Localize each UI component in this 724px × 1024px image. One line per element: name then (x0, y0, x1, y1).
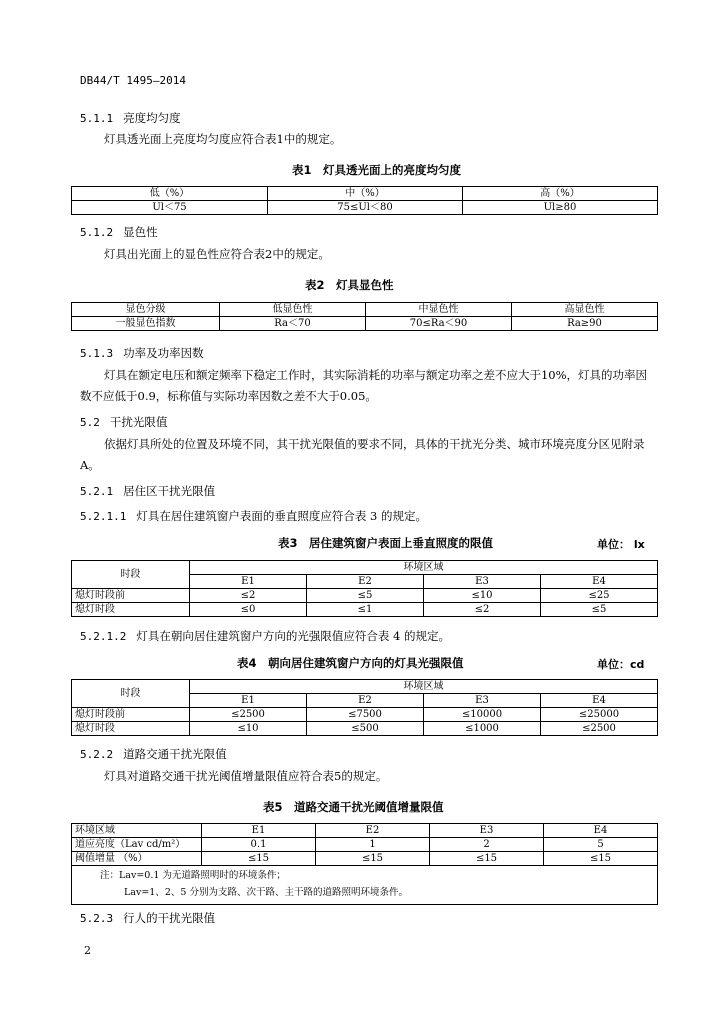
table-cell: 1 (316, 838, 430, 852)
heading-5-2 (80, 414, 167, 430)
heading-5-1-1 (80, 110, 181, 126)
paragraph-5-2: 依据灯具所处的位置及环境不同，其干扰光限值的要求不同，具体的干扰光分类、城市环境亮度分区见附录A。 (80, 437, 645, 472)
row-label: 熄灯时段 (72, 722, 190, 736)
table-row (72, 838, 658, 852)
table-cell: ≤25000 (541, 708, 658, 722)
table-cell: ≤10 (190, 722, 307, 736)
table-cell: E1 (202, 824, 316, 838)
table-note-cell (72, 866, 658, 905)
section-title: 行人的干扰光限值 (123, 911, 216, 925)
table-cell: E4 (544, 824, 658, 838)
table-header-cell: 中显色性 (366, 303, 512, 317)
table-header-cell: E1 (190, 575, 307, 589)
table-row (72, 201, 658, 215)
table-cell: ≤10 (424, 589, 541, 603)
heading-5-2-2 (80, 746, 227, 762)
section-number: 5.2.1 (80, 485, 114, 498)
table-cell: 5 (544, 838, 658, 852)
table-cell: ≤25 (541, 589, 658, 603)
table-cell: ≤500 (307, 722, 424, 736)
table3-unit: 单位： lx (597, 538, 645, 551)
section-number: 5.2.1.2 (80, 630, 127, 643)
table-cell: 70≤Ra＜90 (366, 317, 512, 331)
section-title: 功率及功率因数 (123, 346, 204, 360)
period-header: 时段 (72, 680, 190, 708)
table-cell: ≤2 (190, 589, 307, 603)
section-number: 5.1.3 (80, 347, 114, 360)
paragraph-5-1-3: 灯具在额定电压和额定频率下稳定工作时，其实际消耗的功率与额定功率之差不应大于10%，灯具的功率因数不应低于0.9，标称值与实际功率因数之差不大于0.05。 (80, 368, 648, 403)
section-title: 居住区干扰光限值 (123, 484, 216, 498)
table-header-cell: 显色分级 (72, 303, 220, 317)
section-number: 5.2.1.1 (80, 510, 127, 523)
table-cell: ≤0 (190, 603, 307, 617)
table-header-row (72, 187, 658, 201)
period-header: 时段 (72, 561, 190, 589)
table1 (71, 186, 658, 215)
table-header-cell: E3 (424, 575, 541, 589)
paragraph-5-1-2: 灯具出光面上的显色性应符合表2中的规定。 (104, 247, 330, 261)
table-cell: ≤1000 (424, 722, 541, 736)
zone-header: 环境区域 (190, 680, 658, 694)
zone-header: 环境区域 (190, 561, 658, 575)
heading-5-1-3 (80, 345, 204, 361)
table-cell: E2 (316, 824, 430, 838)
row-label: 熄灯时段前 (72, 589, 190, 603)
table-cell: ≤10000 (424, 708, 541, 722)
table-cell: 75≤Ul＜80 (268, 201, 463, 215)
table-header-cell: 高显色性 (512, 303, 658, 317)
table-cell: ≤15 (316, 852, 430, 866)
table3-caption: 表3 居住建筑窗户表面上垂直照度的限值 (278, 536, 493, 550)
section-title: 显色性 (123, 225, 158, 239)
table2-caption: 表2 灯具显色性 (305, 278, 394, 292)
table-header-cell: E4 (541, 694, 658, 708)
row-label: 熄灯时段 (72, 603, 190, 617)
paragraph-5-2-1-1 (80, 508, 427, 524)
table-cell: Ul≥80 (463, 201, 658, 215)
table-row (72, 852, 658, 866)
table-cell: ≤2500 (541, 722, 658, 736)
row-label: 道应亮度（Lav cd/m²） (72, 838, 202, 852)
paragraph-text: 灯具在朝向居住建筑窗户方向的光强限值应符合表 4 的规定。 (136, 629, 450, 643)
table-header-row (72, 680, 658, 694)
table-cell: Ra＜70 (220, 317, 366, 331)
table-row (72, 824, 658, 838)
paragraph-5-2-2: 灯具对道路交通干扰光阈值增量限值应符合表5的规定。 (104, 769, 388, 783)
table-cell: Ra≥90 (512, 317, 658, 331)
row-label: 阈值增量 （%） (72, 852, 202, 866)
table-header-row (72, 561, 658, 575)
table-header-cell: 低显色性 (220, 303, 366, 317)
table5 (71, 823, 658, 905)
table-row (72, 317, 658, 331)
table-header-cell: E4 (541, 575, 658, 589)
section-title: 亮度均匀度 (123, 111, 181, 125)
table-row (72, 708, 658, 722)
table-cell: ≤2500 (190, 708, 307, 722)
document-code: DB44/T 1495—2014 (80, 74, 186, 87)
table-header-cell: E1 (190, 694, 307, 708)
section-title: 道路交通干扰光限值 (123, 747, 227, 761)
table-header-cell: E3 (424, 694, 541, 708)
section-number: 5.1.2 (80, 226, 114, 239)
table-cell: ≤15 (202, 852, 316, 866)
table-cell: ≤7500 (307, 708, 424, 722)
section-title: 干扰光限值 (109, 415, 168, 429)
paragraph-5-2-1-2 (80, 628, 450, 644)
table3 (71, 560, 658, 617)
table-cell: ≤15 (544, 852, 658, 866)
section-number: 5.2.3 (80, 912, 114, 925)
table5-note-2: Lav=1、2、5 分别为支路、次干路、主干路的道路照明环境条件。 (124, 887, 408, 898)
table1-caption: 表1 灯具透光面上的亮度均匀度 (292, 163, 461, 177)
table-row (72, 589, 658, 603)
table-cell: E3 (430, 824, 544, 838)
table5-note-1: 注：Lav=0.1 为无道路照明时的环境条件； (100, 870, 286, 881)
table-row (72, 722, 658, 736)
table4 (71, 679, 658, 736)
table-header-cell: E2 (307, 575, 424, 589)
row-label: 环境区域 (72, 824, 202, 838)
page-number: 2 (84, 944, 91, 957)
row-label: 熄灯时段前 (72, 708, 190, 722)
table-note-row (72, 866, 658, 905)
table-cell: 2 (430, 838, 544, 852)
heading-5-1-2 (80, 224, 158, 240)
table-cell: ≤2 (424, 603, 541, 617)
table-header-cell: E2 (307, 694, 424, 708)
section-number: 5.1.1 (80, 112, 114, 125)
table5-caption: 表5 道路交通干扰光阈值增量限值 (263, 800, 444, 814)
table4-unit: 单位：cd (597, 658, 645, 671)
table-header-cell: 中（%） (268, 187, 463, 201)
table-cell: ≤15 (430, 852, 544, 866)
table-cell: ≤5 (307, 589, 424, 603)
section-number: 5.2.2 (80, 748, 114, 761)
table-cell: Ul＜75 (72, 201, 268, 215)
table-cell: 一般显色指数 (72, 317, 220, 331)
table2 (71, 302, 658, 331)
heading-5-2-1 (80, 483, 215, 499)
table-row (72, 603, 658, 617)
table-cell: ≤5 (541, 603, 658, 617)
table-header-row (72, 303, 658, 317)
heading-5-2-3 (80, 910, 215, 926)
paragraph-text: 灯具在居住建筑窗户表面的垂直照度应符合表 3 的规定。 (136, 509, 427, 523)
table-cell: ≤1 (307, 603, 424, 617)
table-header-cell: 高（%） (463, 187, 658, 201)
table4-caption: 表4 朝向居住建筑窗户方向的灯具光强限值 (237, 656, 464, 670)
table-cell: 0.1 (202, 838, 316, 852)
table-header-cell: 低（%） (72, 187, 268, 201)
paragraph-5-1-1: 灯具透光面上亮度均匀度应符合表1中的规定。 (104, 132, 342, 146)
section-number: 5.2 (80, 416, 100, 429)
